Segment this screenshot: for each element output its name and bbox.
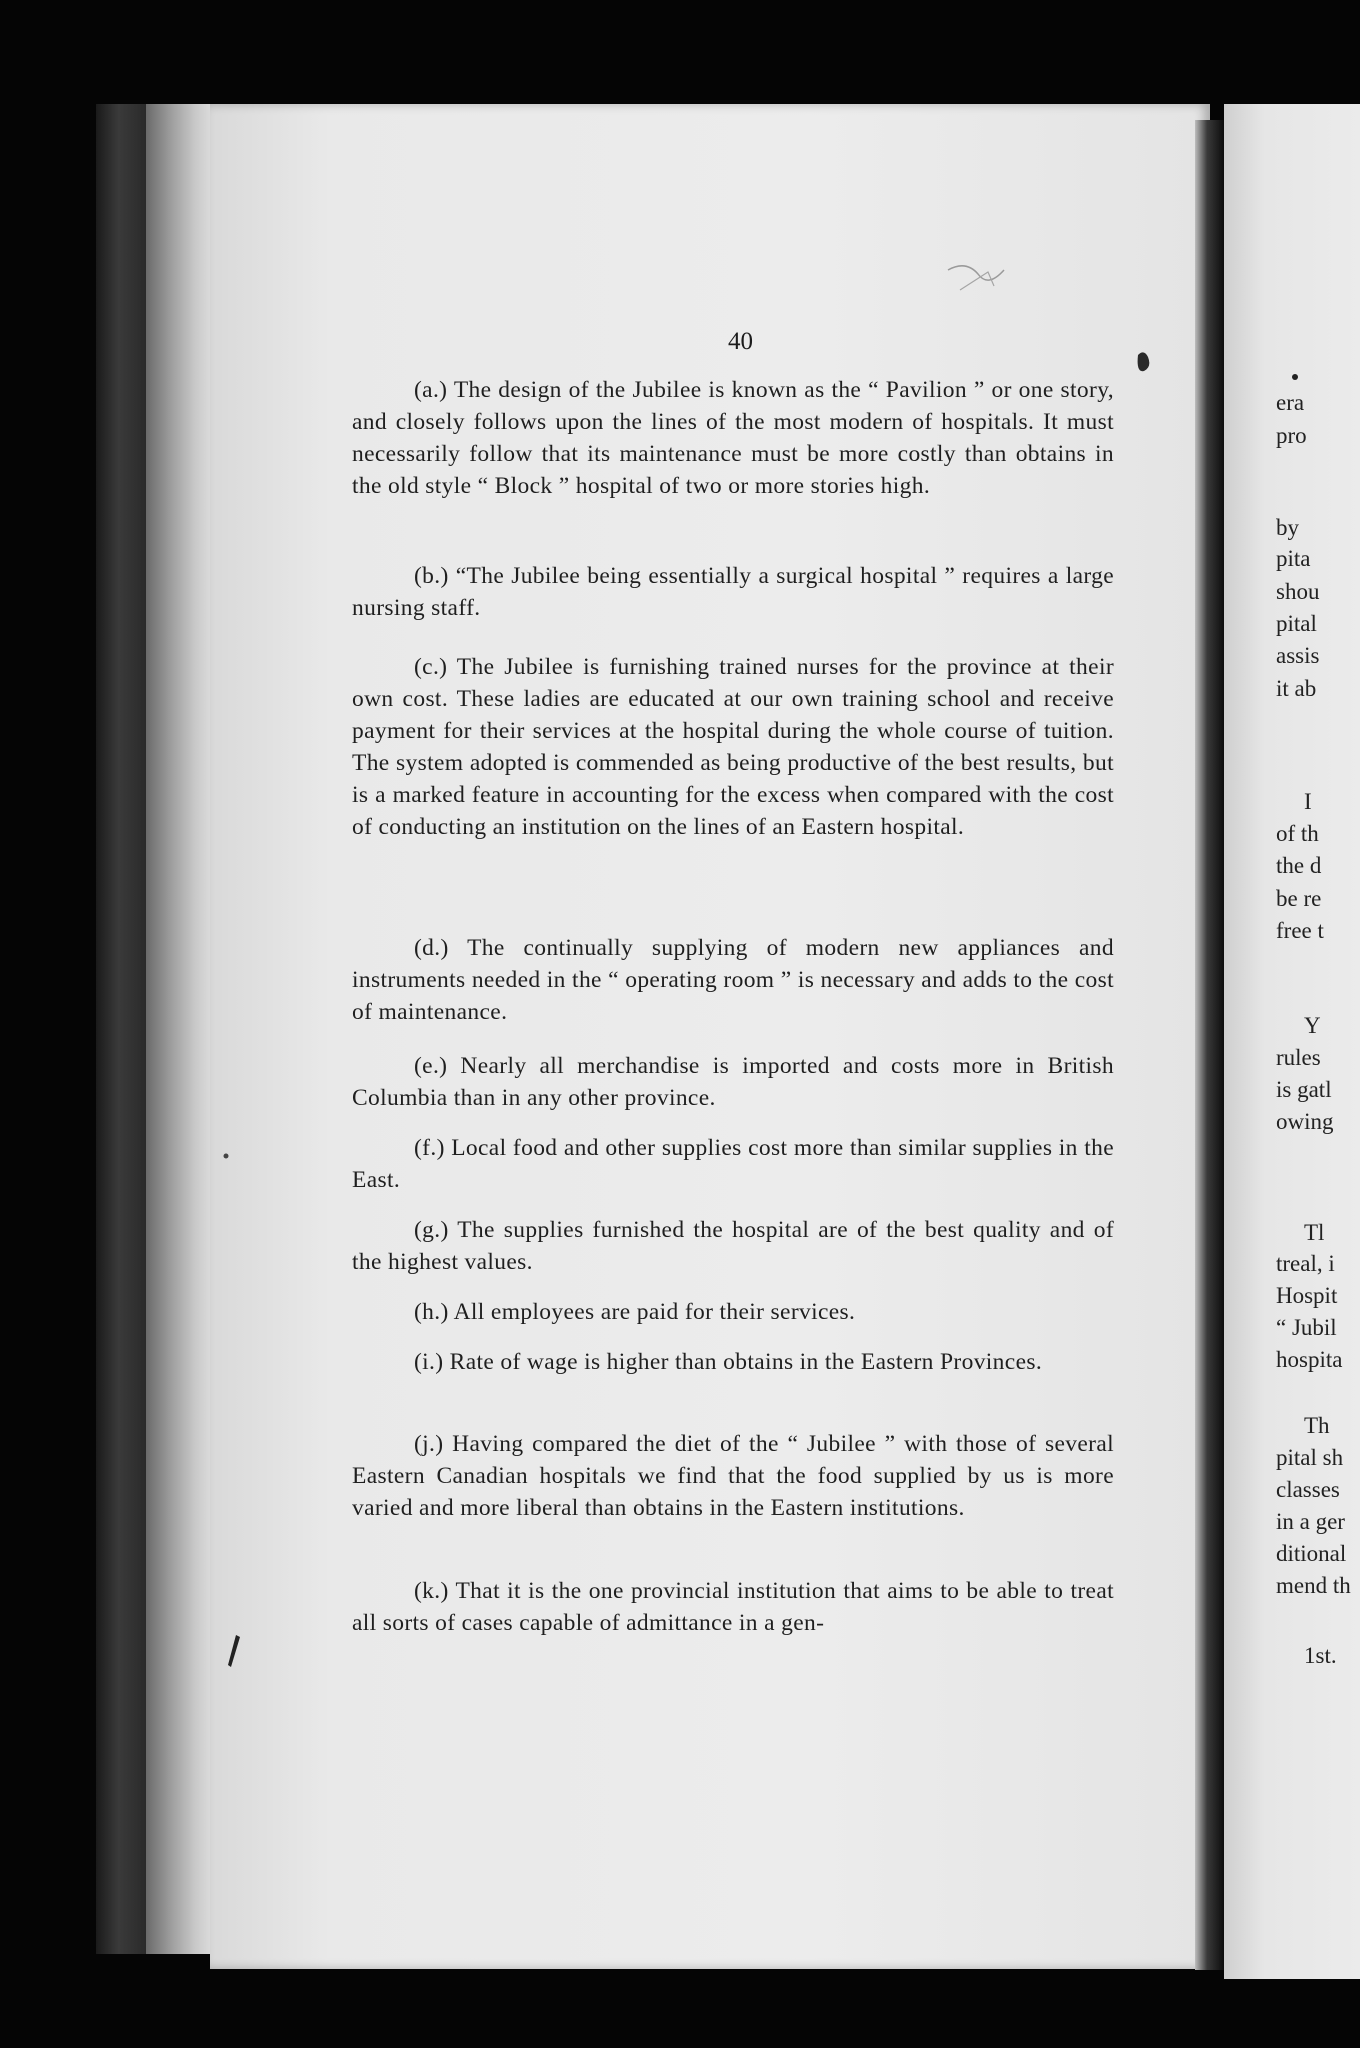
facing-line: assis [1276, 643, 1320, 668]
facing-line: by [1276, 515, 1299, 540]
facing-line: Y [1304, 1013, 1321, 1038]
facing-line: classes [1276, 1477, 1340, 1502]
facing-line: of th [1276, 821, 1319, 846]
facing-line: be re [1276, 886, 1322, 911]
facing-line: I [1304, 789, 1312, 814]
facing-line: free t [1276, 918, 1324, 943]
page-number: 40 [728, 328, 753, 355]
facing-line: hospita [1276, 1347, 1343, 1372]
facing-line: the d [1276, 853, 1322, 878]
facing-line: pital sh [1276, 1445, 1344, 1470]
pencil-scribble-mark [948, 266, 1004, 290]
facing-line: mend th [1276, 1573, 1351, 1598]
facing-line: shou [1276, 579, 1320, 604]
paragraph-k: (k.) That it is the one provincial institution that aims to be able to treat all sorts of cases capable of admittance in a gen- [352, 1578, 1114, 1636]
facing-line: rules [1276, 1045, 1321, 1070]
dot-mark [224, 374, 1299, 1159]
facing-line: pital [1276, 611, 1317, 636]
facing-line: Hospit [1276, 1283, 1338, 1308]
ink-smudge-mark [1138, 352, 1150, 371]
paragraph-f: (f.) Local food and other supplies cost more than similar supplies in the East. [352, 1135, 1114, 1193]
facing-line: ditional [1276, 1541, 1347, 1566]
paragraph-c: (c.) The Jubilee is furnishing trained nurses for the province at their own cost. These ladies are educated at our own training school and receive payment for their services at the hospital during the whole course of tuition. The system adopted is commended as being productive of the best results, but is a marked feature in accounting for the excess when compared with the cost of conducting an institution on the lines of an Eastern hospital. [352, 654, 1114, 840]
facing-line: era [1276, 390, 1305, 415]
facing-line: Tl [1304, 1220, 1325, 1245]
paragraph-e: (e.) Nearly all merchandise is imported and costs more in British Columbia than in any other province. [352, 1053, 1114, 1111]
margin-tick-mark [228, 1635, 240, 1667]
paragraph-a: (a.) The design of the Jubilee is known as the “ Pavilion ” or one story, and closely follows upon the lines of the most modern of hospitals. It must necessarily follow that its maintenance must be more costly than obtains in the old style “ Block ” hospital of two or more stories high. [352, 377, 1114, 499]
facing-line: pro [1276, 423, 1307, 448]
facing-line: pita [1276, 546, 1311, 571]
paragraph-i: (i.) Rate of wage is higher than obtains in the Eastern Provinces. [414, 1349, 1043, 1375]
paragraph-j: (j.) Having compared the diet of the “ Jubilee ” with those of several Eastern Canadian hospitals we find that the food supplied by us is more varied and more liberal than obtains in the Eastern institutions. [352, 1431, 1114, 1521]
paragraph-g: (g.) The supplies furnished the hospital are of the best quality and of the highest values. [352, 1217, 1114, 1275]
facing-line: is gatl [1276, 1077, 1332, 1102]
paragraph-d: (d.) The continually supplying of modern new appliances and instruments needed in the “ operating room ” is necessary and adds to the cost of maintenance. [352, 935, 1114, 1025]
facing-line: it ab [1276, 676, 1317, 701]
paragraph-h: (h.) All employees are paid for their services. [414, 1299, 856, 1325]
facing-line: treal, i [1276, 1251, 1335, 1276]
facing-line: “ Jubil [1276, 1315, 1337, 1340]
facing-line: owing [1276, 1109, 1334, 1134]
paragraph-b: (b.) “The Jubilee being essentially a surgical hospital ” requires a large nursing staff. [352, 563, 1114, 621]
facing-line: Th [1304, 1413, 1330, 1438]
facing-line: 1st. [1304, 1643, 1337, 1668]
facing-line: in a ger [1276, 1509, 1345, 1534]
